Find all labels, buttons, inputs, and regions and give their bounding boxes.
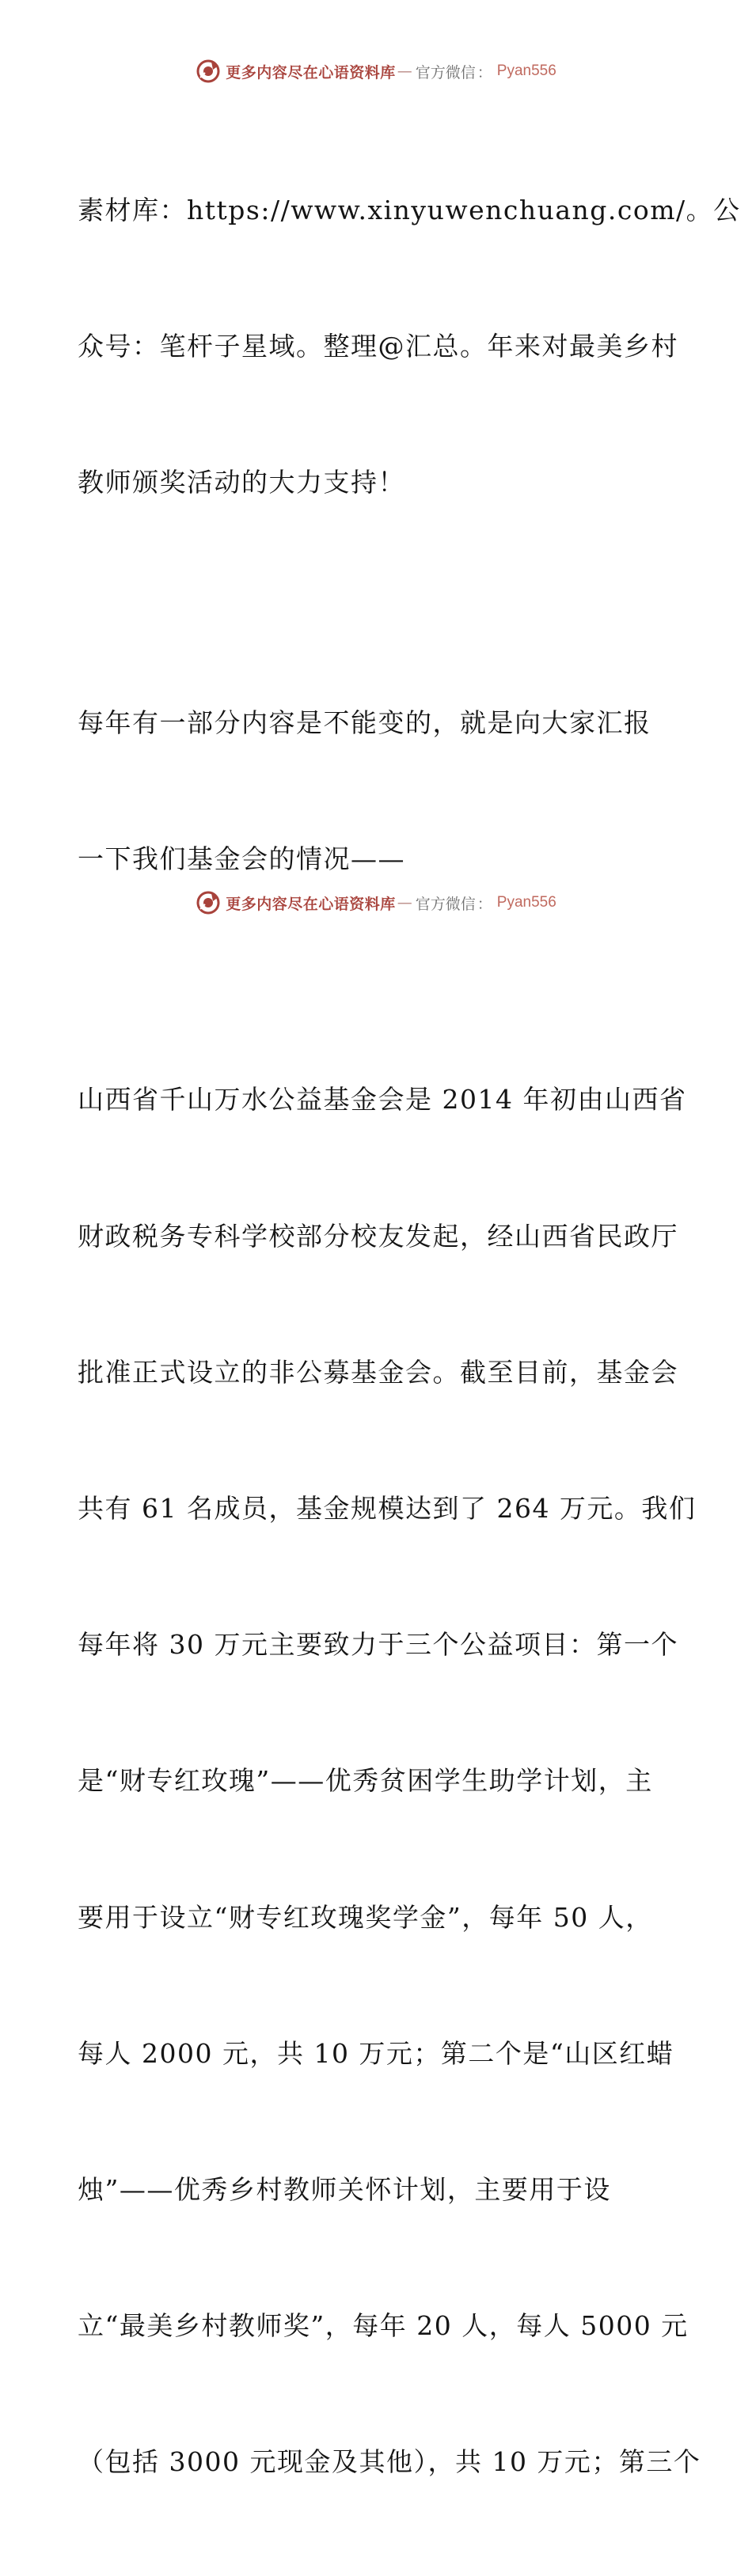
header-separator: — [397, 63, 412, 80]
text-line: 一下我们基金会的情况—— [78, 843, 405, 875]
header-wechat-label: 官方微信 [415, 63, 476, 81]
text-line: 每年有一部分内容是不能变的，就是向大家汇报 [78, 707, 651, 739]
header-wechat-colon: ： [477, 63, 492, 81]
header-brand-text: 更多内容尽在心语资料库 [226, 63, 396, 81]
footer-wechat-colon: ： [477, 895, 492, 913]
text-line: 批准正式设立的非公募基金会。截至目前，基金会 [78, 1356, 678, 1388]
text-line: 要用于设立“财专红玫瑰奖学金”，每年 50 人， [78, 1901, 653, 1933]
paragraph-3 [78, 987, 701, 2576]
text-line: 财政税务专科学校部分校友发起，经山西省民政厅 [78, 1220, 678, 1252]
text-line: 众号：笔杆子星域。整理@汇总。年来对最美乡村 [78, 331, 678, 362]
footer-wechat-label: 官方微信 [415, 895, 476, 913]
header-banner [0, 55, 752, 87]
paragraph-1 [78, 97, 741, 596]
text-line: 每年将 30 万元主要致力于三个公益项目：第一个 [78, 1629, 678, 1661]
text-line: （包括 3000 元现金及其他），共 10 万元；第三个 [78, 2446, 701, 2478]
header-wechat-id: Pyan556 [496, 63, 556, 79]
text-line: 烛”——优秀乡村教师关怀计划，主要用于设 [78, 2174, 611, 2206]
document-body [78, 97, 741, 2576]
text-line: 是“财专红玫瑰”——优秀贫困学生助学计划，主 [78, 1765, 653, 1797]
text-line: 素材库：https://www.xinyuwenchuang.com/。公 [78, 194, 741, 225]
footer-separator: — [397, 894, 412, 911]
footer-banner [0, 887, 752, 919]
text-line: 每人 2000 元，共 10 万元；第二个是“山区红蜡 [78, 2037, 674, 2069]
text-line: 山西省千山万水公益基金会是 2014 年初由山西省 [78, 1084, 687, 1116]
text-line: 共有 61 名成员，基金规模达到了 264 万元。我们 [78, 1493, 697, 1525]
logo-icon [196, 890, 221, 915]
footer-wechat-id: Pyan556 [496, 894, 556, 911]
text-line: 立“最美乡村教师奖”，每年 20 人，每人 5000 元 [78, 2310, 689, 2342]
text-line: 教师颁奖活动的大力支持！ [78, 467, 405, 498]
footer-brand-text: 更多内容尽在心语资料库 [226, 895, 396, 913]
logo-icon [196, 59, 221, 84]
